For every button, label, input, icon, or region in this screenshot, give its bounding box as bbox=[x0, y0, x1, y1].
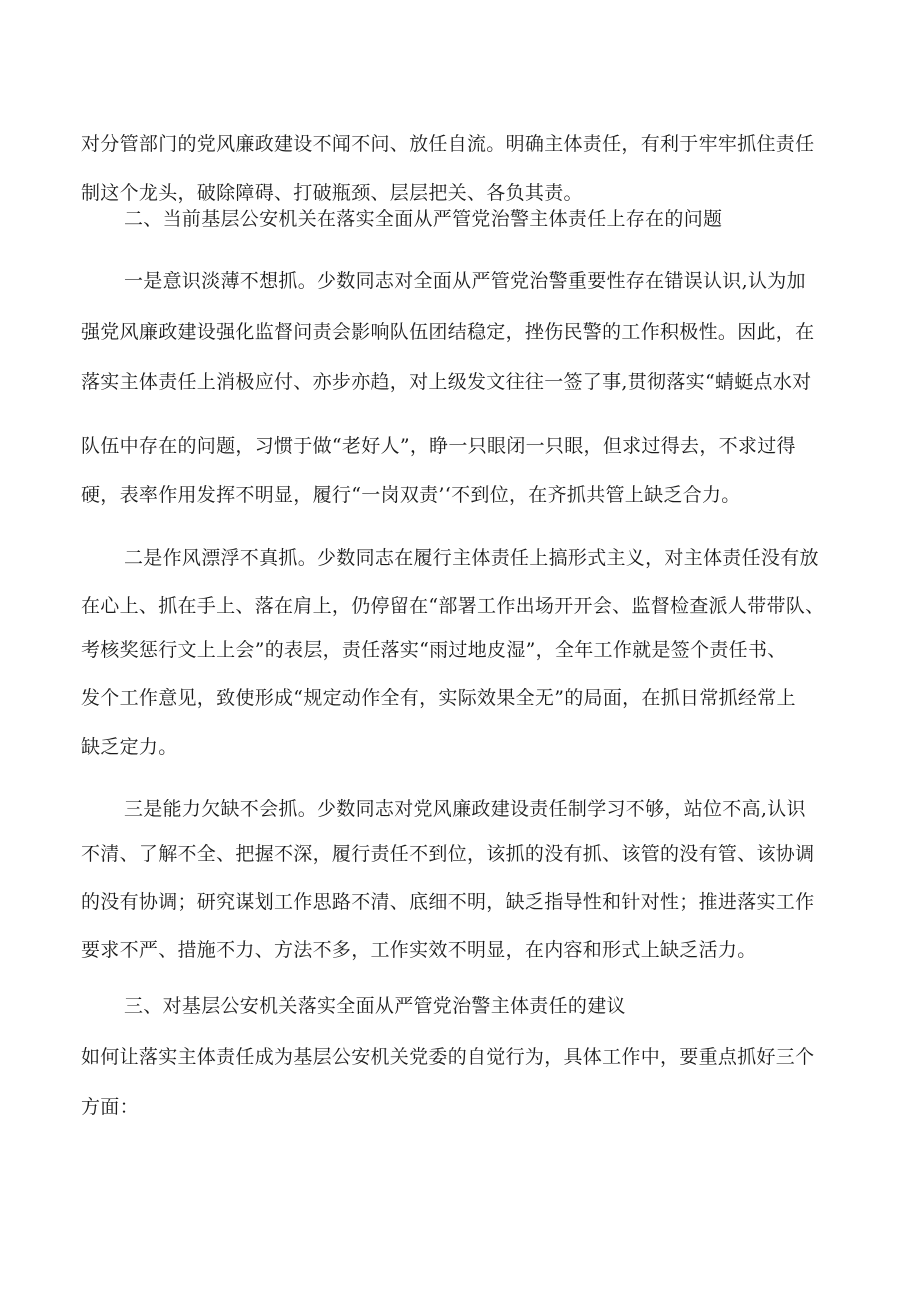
para2-line-4: 发个工作意见，致使形成“规定动作全有，实际效果全无”的局面，在抓日常抓经常上 bbox=[81, 687, 796, 709]
para2-line-2: 在心上、抓在手上、落在肩上，仍停留在“部署工作出场开开会、监督检查派人带带队、 bbox=[81, 595, 825, 617]
para3-line-3: 的没有协调；研究谋划工作思路不清、底细不明，缺乏指导性和针对性；推进落实工作 bbox=[81, 891, 815, 913]
para3-line-1: 三是能力欠缺不会抓。少数同志对党风廉政建设责任制学习不够，站位不高,认识 bbox=[124, 798, 806, 820]
para2-line-3: 考核奖惩行文上上会”的表层，责任落实“雨过地皮湿”，全年工作就是签个责任书、 bbox=[81, 639, 787, 661]
para1-line-2: 强党风廉政建设强化监督问责会影响队伍团结稳定，挫伤民警的工作积极性。因此，在 bbox=[81, 321, 815, 343]
para2-line-5: 缺乏定力。 bbox=[81, 736, 178, 758]
para1-line-1: 一是意识淡薄不想抓。少数同志对全面从严管党治警重要性存在错误认识,认为加 bbox=[124, 270, 806, 292]
para1-line-5: 硬，表率作用发挥不明显，履行“一岗双责’‘不到位，在齐抓共管上缺乏合力。 bbox=[81, 484, 741, 506]
para1-line-4: 队伍中存在的问题，习惯于做“老好人”，睁一只眼闭一只眼，但求过得去，不求过得 bbox=[81, 435, 796, 457]
intro-line-1: 对分管部门的党风廉政建设不闻不问、放任自流。明确主体责任，有利于牢牢抓住责任 bbox=[81, 133, 815, 155]
para2-line-1: 二是作风漂浮不真抓。少数同志在履行主体责任上搞形式主义，对主体责任没有放 bbox=[124, 547, 819, 569]
intro-line-2: 制这个龙头，破除障碍、打破瓶颈、层层把关、各负其责。 bbox=[81, 182, 583, 204]
para3-line-2: 不清、了解不全、把握不深，履行责任不到位，该抓的没有抓、该管的没有管、该协调 bbox=[81, 843, 815, 865]
closing-line-2: 方面： bbox=[81, 1096, 139, 1118]
closing-line-1: 如何让落实主体责任成为基层公安机关党委的自觉行为，具体工作中，要重点抓好三个 bbox=[81, 1046, 815, 1068]
para3-line-4: 要求不严、措施不力、方法不多，工作实效不明显，在内容和形式上缺乏活力。 bbox=[81, 939, 757, 961]
para1-line-3: 落实主体责任上消极应付、亦步亦趋，对上级发文往往一签了事,贯彻落实“蜻蜓点水对 bbox=[81, 371, 812, 393]
section-heading-3: 三、对基层公安机关落实全面从严管党治警主体责任的建议 bbox=[124, 995, 626, 1017]
section-heading-2: 二、当前基层公安机关在落实全面从严管党治警主体责任上存在的问题 bbox=[124, 208, 723, 230]
